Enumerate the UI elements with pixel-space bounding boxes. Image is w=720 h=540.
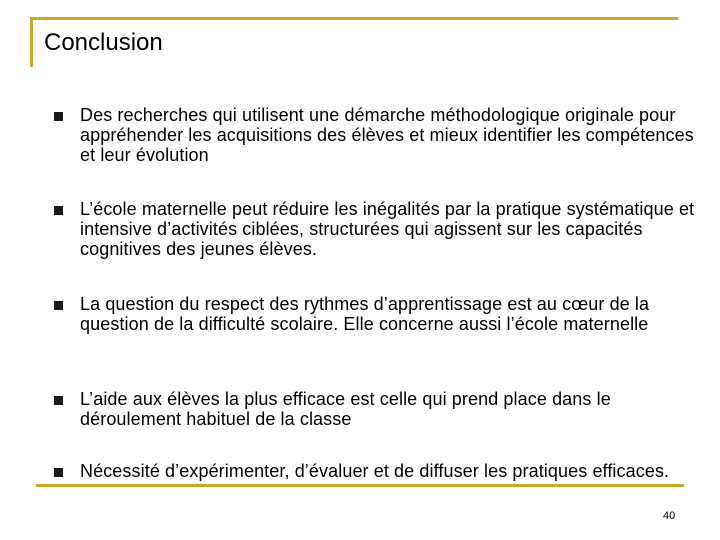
- square-bullet-icon: [54, 112, 63, 121]
- bullet-text: L’école maternelle peut réduire les inégalités par la pratique systématique et intensive d’activités ciblées, structurées qui agissent sur les capacités cognitives des jeunes élèves.: [80, 199, 695, 259]
- square-bullet-icon: [54, 468, 63, 477]
- square-bullet-icon: [54, 396, 63, 405]
- bullet-item: [54, 294, 704, 334]
- bullet-item: [54, 105, 704, 165]
- top-divider: [30, 17, 678, 20]
- bullet-text: L’aide aux élèves la plus efficace est celle qui prend place dans le déroulement habituel de la classe: [80, 389, 611, 429]
- bullet-text: Nécessité d’expérimenter, d’évaluer et de diffuser les pratiques efficaces.: [80, 461, 670, 481]
- square-bullet-icon: [54, 301, 63, 310]
- bullet-text: Des recherches qui utilisent une démarche méthodologique originale pour appréhender les acquisitions des élèves et mieux identifier les compétences et leur évolution: [80, 105, 694, 165]
- bullet-item: [54, 461, 704, 481]
- square-bullet-icon: [54, 206, 63, 215]
- bullet-text: La question du respect des rythmes d’apprentissage est au cœur de la question de la difficulté scolaire. Elle concerne aussi l’école maternelle: [80, 294, 650, 334]
- page-number: 40: [663, 510, 676, 522]
- bullet-item: [54, 389, 704, 429]
- slide-title: Conclusion: [44, 29, 163, 56]
- bullet-item: [54, 199, 704, 259]
- left-divider: [30, 17, 33, 67]
- bottom-divider: [36, 484, 684, 487]
